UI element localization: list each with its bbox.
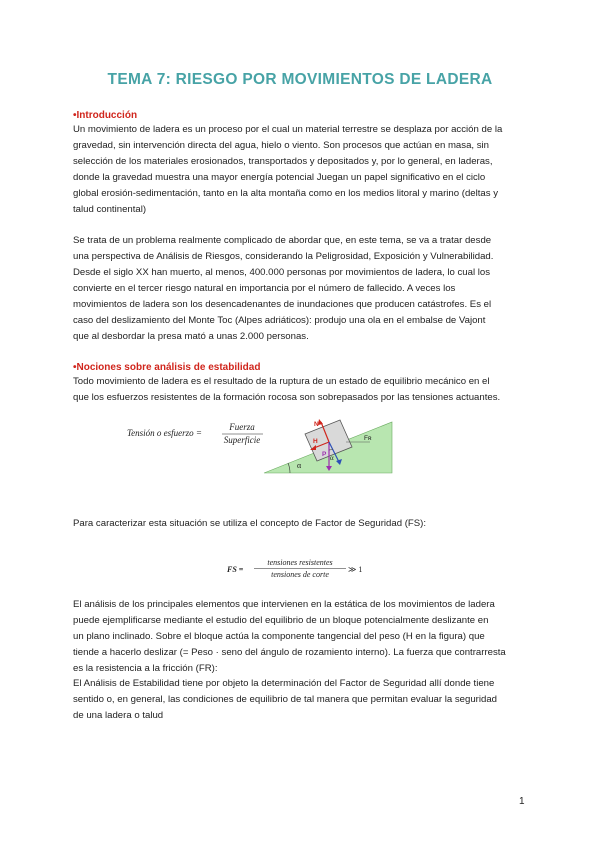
text-line: Todo movimiento de ladera es el resultado de la ruptura de un estado de equilibrio mecánico en el xyxy=(73,376,490,387)
text-line: convierte en el tercer riesgo natural en importancia por el número de fallecido. A veces los xyxy=(73,283,456,294)
text-line: El análisis de los principales elementos que intervienen en la estática de los movimientos de ladera xyxy=(73,599,495,610)
text-line: talud continental) xyxy=(73,204,147,215)
text-line: tiende a hacerlo deslizar (= Peso · seno del ángulo de rozamiento interno). La fuerza que contrarresta xyxy=(73,647,506,658)
stability-heading: •Nociones sobre análisis de estabilidad xyxy=(73,362,261,373)
formula-lhs: FS = xyxy=(227,565,244,574)
tangential-force-label: H xyxy=(313,438,318,445)
fs-formula xyxy=(210,556,380,584)
stability-analysis-paragraph xyxy=(73,676,535,724)
text-line: que al desbordar la presa mató a unas 2.000 personas. xyxy=(73,331,309,342)
text-line: una perspectiva de Análisis de Riesgos, considerando la Peligrosidad, Exposición y Vulnerabilidad. xyxy=(73,251,494,262)
text-line: puede ejemplificarse mediante el estudio del equilibrio de un bloque potencialmente deslizante en xyxy=(73,615,489,626)
text-line: es la resistencia a la fricción (FR): xyxy=(73,663,218,674)
weight-label: P xyxy=(322,451,327,458)
text-line: un plano inclinado. Sobre el bloque actúa la componente tangencial del peso (H en la figura) que xyxy=(73,631,485,642)
formula-rhs: ≫ 1 xyxy=(348,565,363,574)
risk-paragraph xyxy=(73,233,535,345)
formula-denominator: tensiones de corte xyxy=(271,570,329,579)
block-alpha-label: α xyxy=(330,454,334,462)
fr-label: Fʀ xyxy=(364,435,372,442)
stability-paragraph xyxy=(73,374,535,406)
stability-figure xyxy=(120,416,420,478)
formula-numerator: tensiones resistentes xyxy=(267,558,333,567)
analysis-paragraph xyxy=(73,597,535,677)
text-line: donde la gravedad muestra una mayor energía potencial Juegan un papel significativo en el ciclo xyxy=(73,172,486,183)
text-line: Se trata de un problema realmente complicado de abordar que, en este tema, se va a tratar desde xyxy=(73,235,492,246)
text-line: Para caracterizar esta situación se utiliza el concepto de Factor de Seguridad (FS): xyxy=(73,518,427,529)
text-line: global erosión-sedimentación, tanto en la alta montaña como en los medios litoral y marino (deltas y xyxy=(73,188,499,199)
text-line: caso del deslizamiento del Monte Toc (Alpes adriáticos): produjo una ola en el embalse de Vajont xyxy=(73,315,486,326)
text-line: movimientos de ladera son los desencadenantes de inundaciones que producen catástrofes. Es el xyxy=(73,299,492,310)
page-title: TEMA 7: RIESGO POR MOVIMIENTOS DE LADERA xyxy=(107,71,493,88)
text-line: gravedad, sin intervención directa del agua, hielo o viento. Son procesos que actúan en masa, sin xyxy=(73,140,489,151)
figure-equation-lhs: Tensión o esfuerzo = xyxy=(127,428,202,438)
figure-equation-numerator: Fuerza xyxy=(229,422,255,432)
fs-intro-paragraph xyxy=(73,516,535,532)
page-number: 1 xyxy=(519,796,525,807)
normal-force-label: N xyxy=(314,421,319,428)
text-line: selección de los materiales erosionados, transportados y depositados y, por lo general, en laderas, xyxy=(73,156,493,167)
intro-heading: •Introducción xyxy=(73,110,138,121)
intro-paragraph xyxy=(73,122,535,218)
text-line: que los esfuerzos resistentes de la formación rocosa son sobrepasados por las tensiones actuantes. xyxy=(73,392,501,403)
slope-alpha-label: α xyxy=(297,461,302,470)
text-line: Un movimiento de ladera es un proceso por el cual un material terrestre se desplaza por acción de la xyxy=(73,124,503,135)
text-line: Desde el siglo XX han muerto, al menos, 400.000 personas por movimientos de ladera, lo cual los xyxy=(73,267,491,278)
text-line: El Análisis de Estabilidad tiene por objeto la determinación del Factor de Seguridad allí donde tiene xyxy=(73,678,495,689)
text-line: de una ladera o talud xyxy=(73,710,164,721)
normal-arrowhead-icon xyxy=(318,419,323,425)
text-line: sentido o, en general, las condiciones de equilibrio de tal manera que permitan evaluar la seguridad xyxy=(73,694,497,705)
figure-equation-denominator: Superficie xyxy=(223,435,261,445)
